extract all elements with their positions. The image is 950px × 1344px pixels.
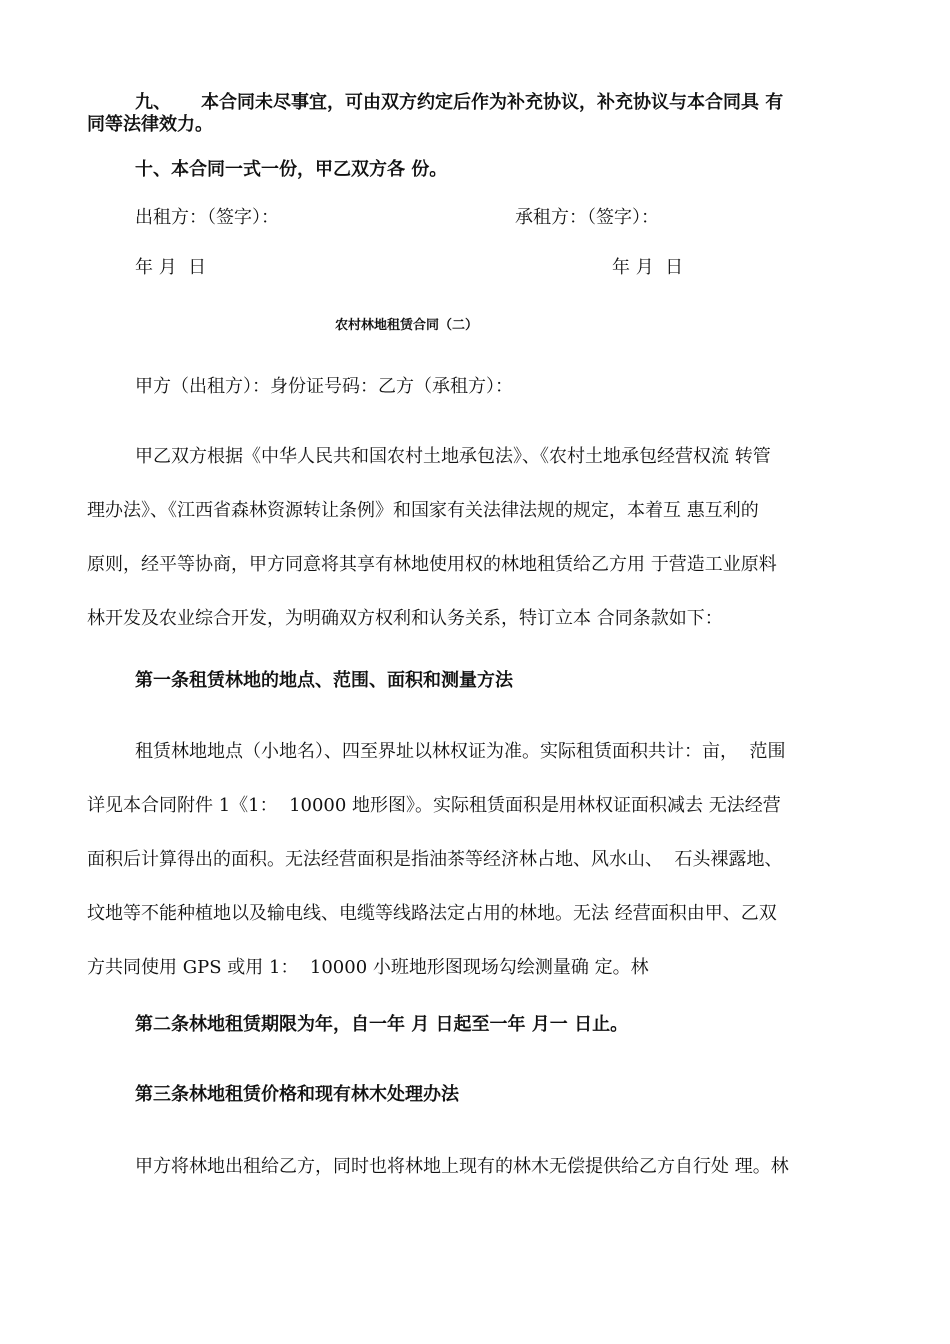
preamble-line: 原则，经平等协商，甲方同意将其享有林地使用权的林地租赁给乙方用 于营造工业原料	[87, 554, 777, 575]
preamble-line: 理办法》、《江西省森林资源转让条例》和国家有关法律法规的规定，本着互 惠互利的	[87, 500, 759, 521]
article-1-line: 面积后计算得出的面积。无法经营面积是指油茶等经济林占地、风水山、 石头裸露地、	[87, 849, 783, 870]
preamble-paragraph	[87, 430, 877, 646]
article-1-line: 租赁林地地点（小地名）、四至界址以林权证为准。实际租赁面积共计：亩， 范围	[135, 741, 786, 762]
article-1-line: 方共同使用 GPS 或用 1： 10000 小班地形图现场勾绘测量确 定。林	[87, 957, 649, 978]
preamble-line: 林开发及农业综合开发，为明确双方权利和认务关系，特订立本 合同条款如下：	[87, 608, 723, 629]
lessor-date: 年 月 日	[135, 257, 207, 278]
article-3-heading: 第三条林地租赁价格和现有林木处理办法	[135, 1084, 459, 1105]
clause-10: 十、本合同一式一份，甲乙双方各 份。	[135, 159, 448, 180]
clause-9-text-line1: 本合同未尽事宜，可由双方约定后作为补充协议，补充协议与本合同具 有	[201, 92, 784, 113]
article-1-heading: 第一条租赁林地的地点、范围、面积和测量方法	[135, 670, 513, 691]
preamble-line: 甲乙双方根据《中华人民共和国农村土地承包法》、《农村土地承包经营权流 转管	[135, 446, 771, 467]
article-1-line: 坟地等不能种植地以及输电线、电缆等线路法定占用的林地。无法 经营面积由甲、乙双	[87, 903, 777, 924]
contract-parties: 甲方（出租方）：身份证号码：乙方（承租方）：	[135, 376, 513, 397]
article-1-body	[87, 725, 877, 995]
article-2-heading: 第二条林地租赁期限为年，自一年 月 日起至一年 月一 日止。	[135, 1014, 629, 1035]
clause-9-number: 九、	[135, 92, 171, 113]
article-3-body	[87, 1140, 877, 1194]
lessee-date: 年 月 日	[612, 257, 684, 278]
lessor-signature-label: 出租方：（签字）：	[135, 207, 279, 228]
contract-title: 农村林地租赁合同（二）	[335, 318, 479, 333]
clause-9-text-line2: 同等法律效力。	[87, 114, 213, 135]
article-3-line: 甲方将林地出租给乙方，同时也将林地上现有的林木无偿提供给乙方自行处 理。林	[135, 1156, 789, 1177]
clause-9	[87, 92, 877, 136]
lessee-signature-label: 承租方：（签字）：	[515, 207, 659, 228]
article-1-line: 详见本合同附件 1《1： 10000 地形图》。实际租赁面积是用林权证面积减去 无法经营	[87, 795, 781, 816]
